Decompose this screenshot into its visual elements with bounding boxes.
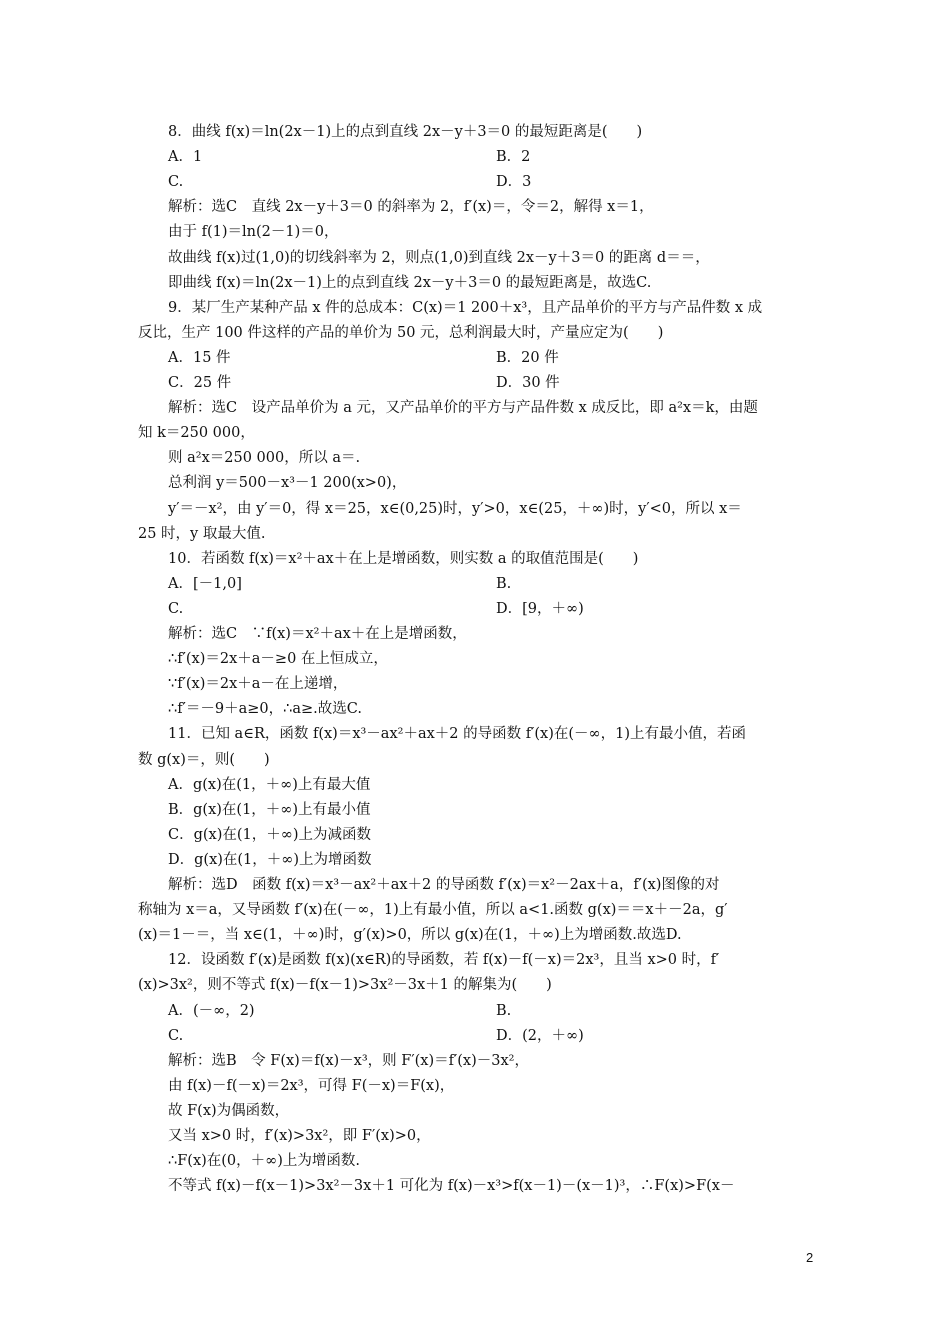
option-right: D．(2，＋∞) xyxy=(496,1027,584,1044)
option-row xyxy=(168,348,848,368)
text-line: 故曲线 f(x)过(1,0)的切线斜率为 2，则点(1,0)到直线 2x－y＋3＝0 的距离 d＝＝， xyxy=(168,249,710,266)
text-line: 解析：选D 函数 f(x)＝x³－ax²＋ax＋2 的导函数 f′(x)＝x²－2ax＋a，f′(x)图像的对 xyxy=(168,877,720,893)
text-line: 12．设函数 f′(x)是函数 f(x)(x∈R)的导函数，若 f(x)－f(－x)＝2x³，且当 x>0 时，f′ xyxy=(168,952,720,969)
text-line: 数 g(x)＝，则( ) xyxy=(138,751,270,768)
option-left: C. xyxy=(168,1027,184,1044)
option-right: D．[9，＋∞) xyxy=(496,600,584,617)
text-line: 故 F(x)为偶函数， xyxy=(168,1102,290,1119)
option-right: B．2 xyxy=(496,149,531,166)
text-line: D．g(x)在(1，＋∞)上为增函数 xyxy=(168,851,372,868)
text-line: 总利润 y＝500－x³－1 200(x>0)， xyxy=(168,475,407,492)
text-line: 又当 x>0 时，f′(x)>3x²，即 F′(x)>0， xyxy=(168,1128,431,1144)
text-line: 解析：选C 设产品单价为 a 元，又产品单价的平方与产品件数 x 成反比，即 a²x＝k，由题 xyxy=(168,400,758,417)
option-left: A．(－∞，2) xyxy=(168,1002,255,1019)
option-right: D．30 件 xyxy=(496,375,560,391)
text-line: 知 k＝250 000， xyxy=(138,425,255,442)
text-line: 反比，生产 100 件这样的产品的单价为 50 元，总利润最大时，产量应定为( ) xyxy=(138,324,664,341)
text-line: 25 时，y 取最大值. xyxy=(138,525,266,542)
option-row xyxy=(168,172,848,192)
text-line: (x)>3x²，则不等式 f(x)－f(x－1)>3x²－3x＋1 的解集为( ) xyxy=(138,977,552,994)
text-line: y′＝－x²，由 y′＝0，得 x＝25，x∈(0,25)时，y′>0，x∈(25，＋∞)时，y′<0，所以 x＝ xyxy=(168,500,742,517)
option-left: A．1 xyxy=(168,149,203,166)
text-line: (x)＝1－＝，当 x∈(1，＋∞)时，g′(x)>0，所以 g(x)在(1，＋∞)上为增函数.故选D. xyxy=(138,927,682,944)
text-line: 解析：选C ∵f(x)＝x²＋ax＋在上是增函数， xyxy=(168,626,467,642)
option-left: C．25 件 xyxy=(168,375,232,391)
text-line: 即曲线 f(x)＝ln(2x－1)上的点到直线 2x－y＋3＝0 的最短距离是，故选C. xyxy=(168,274,652,291)
option-row xyxy=(168,1026,848,1046)
option-row xyxy=(168,1001,848,1021)
text-line: C．g(x)在(1，＋∞)上为减函数 xyxy=(168,826,371,843)
option-row xyxy=(168,147,848,167)
text-line: 11．已知 a∈R，函数 f(x)＝x³－ax²＋ax＋2 的导函数 f′(x)在(－∞，1)上有最小值，若函 xyxy=(168,726,746,743)
page-number: 2 xyxy=(806,1250,814,1265)
option-left: C. xyxy=(168,174,184,191)
text-line: A．g(x)在(1，＋∞)上有最大值 xyxy=(168,776,371,793)
option-right: D．3 xyxy=(496,174,532,191)
option-row xyxy=(168,373,848,393)
text-line: ∴f′(x)＝2x＋a－≥0 在上恒成立， xyxy=(168,651,388,668)
option-left: A．[－1,0] xyxy=(168,575,242,592)
text-line: 解析：选B 令 F(x)＝f(x)－x³，则 F′(x)＝f′(x)－3x²， xyxy=(168,1052,529,1069)
option-left: C. xyxy=(168,600,184,617)
text-line: ∵f′(x)＝2x＋a－在上递增， xyxy=(168,676,348,693)
option-right: B. xyxy=(496,1002,512,1019)
text-line: 不等式 f(x)－f(x－1)>3x²－3x＋1 可化为 f(x)－x³>f(x－1)－(x－1)³，∴F(x)>F(x－ xyxy=(168,1178,735,1195)
text-line: 解析：选C 直线 2x－y＋3＝0 的斜率为 2，f′(x)＝，令＝2，解得 x＝1， xyxy=(168,199,654,216)
text-line: 由 f(x)－f(－x)＝2x³，可得 F(－x)＝F(x)， xyxy=(168,1077,455,1094)
text-line: B．g(x)在(1，＋∞)上有最小值 xyxy=(168,801,371,818)
option-row xyxy=(168,574,848,594)
option-right: B．20 件 xyxy=(496,349,559,366)
text-line: 8．曲线 f(x)＝ln(2x－1)上的点到直线 2x－y＋3＝0 的最短距离是( ) xyxy=(168,124,643,140)
option-right: B. xyxy=(496,575,512,592)
text-line: 称轴为 x＝a，又导函数 f′(x)在(－∞，1)上有最小值，所以 a<1.函数 g(x)＝＝x＋－2a，g′ xyxy=(138,902,728,919)
option-left: A．15 件 xyxy=(168,349,231,366)
text-line: ∴F(x)在(0，＋∞)上为增函数. xyxy=(168,1153,361,1170)
text-line: 9．某厂生产某种产品 x 件的总成本：C(x)＝1 200＋x³，且产品单价的平方与产品件数 x 成 xyxy=(168,299,763,316)
option-row xyxy=(168,599,848,619)
text-line: 则 a²x＝250 000，所以 a＝. xyxy=(168,450,361,467)
text-line: 10．若函数 f(x)＝x²＋ax＋在上是增函数，则实数 a 的取值范围是( ) xyxy=(168,550,639,567)
text-line: 由于 f(1)＝ln(2－1)＝0， xyxy=(168,224,339,241)
text-line: ∴f′＝－9＋a≥0，∴a≥.故选C. xyxy=(168,701,362,718)
